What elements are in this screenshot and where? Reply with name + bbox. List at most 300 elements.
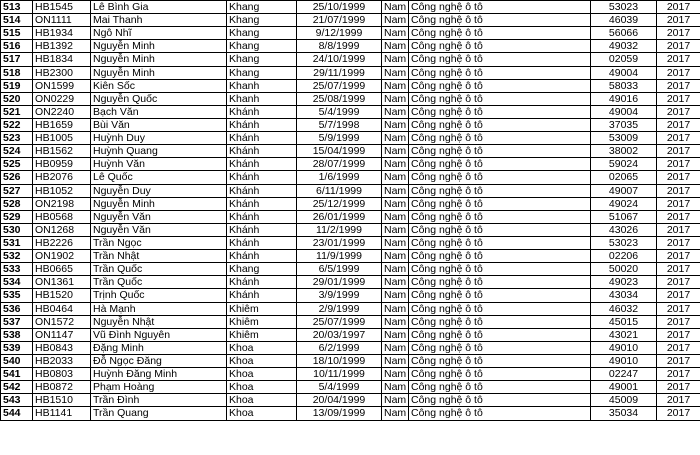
gender-cell: Nam: [382, 223, 409, 236]
student-code-cell: HB0464: [33, 302, 91, 315]
school-code-cell: 49024: [591, 197, 657, 210]
birth-date-cell: 1/6/1999: [297, 171, 382, 184]
school-code-cell: 59024: [591, 158, 657, 171]
gender-cell: Nam: [382, 53, 409, 66]
year-cell: 2017: [657, 315, 700, 328]
major-cell: Công nghệ ô tô: [409, 79, 591, 92]
school-code-cell: 35034: [591, 407, 657, 420]
year-cell: 2017: [657, 132, 700, 145]
given-name-cell: Khoa: [227, 368, 297, 381]
row-number-cell: 521: [1, 105, 33, 118]
major-cell: Công nghệ ô tô: [409, 315, 591, 328]
given-name-cell: Khiêm: [227, 315, 297, 328]
row-number-cell: 536: [1, 302, 33, 315]
gender-cell: Nam: [382, 40, 409, 53]
row-number-cell: 542: [1, 381, 33, 394]
student-code-cell: HB2300: [33, 66, 91, 79]
family-middle-name-cell: Nguyễn Nhật: [91, 315, 227, 328]
gender-cell: Nam: [382, 315, 409, 328]
student-code-cell: ON1147: [33, 328, 91, 341]
table-row: [1, 394, 700, 407]
table-row: [1, 368, 700, 381]
given-name-cell: Khoa: [227, 354, 297, 367]
family-middle-name-cell: Hà Mạnh: [91, 302, 227, 315]
major-cell: Công nghệ ô tô: [409, 197, 591, 210]
gender-cell: Nam: [382, 263, 409, 276]
row-number-cell: 515: [1, 27, 33, 40]
row-number-cell: 518: [1, 66, 33, 79]
school-code-cell: 38002: [591, 145, 657, 158]
major-cell: Công nghệ ô tô: [409, 145, 591, 158]
school-code-cell: 02065: [591, 171, 657, 184]
table-row: [1, 302, 700, 315]
row-number-cell: 529: [1, 210, 33, 223]
school-code-cell: 46032: [591, 302, 657, 315]
row-number-cell: 543: [1, 394, 33, 407]
row-number-cell: 523: [1, 132, 33, 145]
given-name-cell: Khánh: [227, 210, 297, 223]
school-code-cell: 49004: [591, 66, 657, 79]
student-code-cell: ON1361: [33, 276, 91, 289]
major-cell: Công nghệ ô tô: [409, 27, 591, 40]
birth-date-cell: 25/07/1999: [297, 79, 382, 92]
student-code-cell: ON1599: [33, 79, 91, 92]
year-cell: 2017: [657, 276, 700, 289]
family-middle-name-cell: Trần Đình: [91, 394, 227, 407]
major-cell: Công nghệ ô tô: [409, 354, 591, 367]
family-middle-name-cell: Trần Nhật: [91, 250, 227, 263]
major-cell: Công nghệ ô tô: [409, 14, 591, 27]
birth-date-cell: 24/10/1999: [297, 53, 382, 66]
major-cell: Công nghệ ô tô: [409, 53, 591, 66]
row-number-cell: 540: [1, 354, 33, 367]
student-code-cell: ON1268: [33, 223, 91, 236]
student-code-cell: HB1934: [33, 27, 91, 40]
given-name-cell: Khang: [227, 27, 297, 40]
student-code-cell: HB2076: [33, 171, 91, 184]
birth-date-cell: 6/2/1999: [297, 341, 382, 354]
gender-cell: Nam: [382, 132, 409, 145]
row-number-cell: 530: [1, 223, 33, 236]
given-name-cell: Khoa: [227, 407, 297, 420]
gender-cell: Nam: [382, 92, 409, 105]
school-code-cell: 49004: [591, 105, 657, 118]
family-middle-name-cell: Nguyễn Minh: [91, 197, 227, 210]
school-code-cell: 49010: [591, 341, 657, 354]
table-row: [1, 263, 700, 276]
major-cell: Công nghệ ô tô: [409, 328, 591, 341]
given-name-cell: Khang: [227, 53, 297, 66]
given-name-cell: Khánh: [227, 158, 297, 171]
row-number-cell: 532: [1, 250, 33, 263]
given-name-cell: Khánh: [227, 250, 297, 263]
given-name-cell: Khánh: [227, 145, 297, 158]
gender-cell: Nam: [382, 197, 409, 210]
family-middle-name-cell: Nguyễn Văn: [91, 223, 227, 236]
school-code-cell: 56066: [591, 27, 657, 40]
year-cell: 2017: [657, 341, 700, 354]
year-cell: 2017: [657, 145, 700, 158]
gender-cell: Nam: [382, 354, 409, 367]
family-middle-name-cell: Huỳnh Duy: [91, 132, 227, 145]
given-name-cell: Khang: [227, 40, 297, 53]
major-cell: Công nghệ ô tô: [409, 171, 591, 184]
school-code-cell: 46039: [591, 14, 657, 27]
school-code-cell: 37035: [591, 118, 657, 131]
row-number-cell: 533: [1, 263, 33, 276]
student-code-cell: HB0665: [33, 263, 91, 276]
given-name-cell: Khoa: [227, 394, 297, 407]
row-number-cell: 520: [1, 92, 33, 105]
birth-date-cell: 6/5/1999: [297, 263, 382, 276]
student-code-cell: ON1902: [33, 250, 91, 263]
row-number-cell: 519: [1, 79, 33, 92]
row-number-cell: 539: [1, 341, 33, 354]
major-cell: Công nghệ ô tô: [409, 302, 591, 315]
major-cell: Công nghệ ô tô: [409, 236, 591, 249]
school-code-cell: 02206: [591, 250, 657, 263]
birth-date-cell: 9/12/1999: [297, 27, 382, 40]
family-middle-name-cell: Ngô Nhĩ: [91, 27, 227, 40]
birth-date-cell: 3/9/1999: [297, 289, 382, 302]
row-number-cell: 524: [1, 145, 33, 158]
major-cell: Công nghệ ô tô: [409, 223, 591, 236]
given-name-cell: Khánh: [227, 105, 297, 118]
year-cell: 2017: [657, 66, 700, 79]
family-middle-name-cell: Huỳnh Quang: [91, 145, 227, 158]
year-cell: 2017: [657, 263, 700, 276]
year-cell: 2017: [657, 354, 700, 367]
school-code-cell: 53023: [591, 236, 657, 249]
major-cell: Công nghệ ô tô: [409, 66, 591, 79]
year-cell: 2017: [657, 236, 700, 249]
family-middle-name-cell: Nguyễn Minh: [91, 40, 227, 53]
major-cell: Công nghệ ô tô: [409, 132, 591, 145]
table-row: [1, 14, 700, 27]
student-code-cell: ON1572: [33, 315, 91, 328]
year-cell: 2017: [657, 381, 700, 394]
gender-cell: Nam: [382, 328, 409, 341]
given-name-cell: Khánh: [227, 289, 297, 302]
birth-date-cell: 5/7/1998: [297, 118, 382, 131]
major-cell: Công nghệ ô tô: [409, 250, 591, 263]
gender-cell: Nam: [382, 79, 409, 92]
birth-date-cell: 25/08/1999: [297, 92, 382, 105]
birth-date-cell: 11/9/1999: [297, 250, 382, 263]
school-code-cell: 45015: [591, 315, 657, 328]
given-name-cell: Khoa: [227, 341, 297, 354]
major-cell: Công nghệ ô tô: [409, 289, 591, 302]
family-middle-name-cell: Bạch Văn: [91, 105, 227, 118]
student-code-cell: HB1141: [33, 407, 91, 420]
major-cell: Công nghệ ô tô: [409, 158, 591, 171]
student-code-cell: ON0229: [33, 92, 91, 105]
major-cell: Công nghệ ô tô: [409, 210, 591, 223]
year-cell: 2017: [657, 79, 700, 92]
family-middle-name-cell: Phạm Hoàng: [91, 381, 227, 394]
table-row: [1, 171, 700, 184]
gender-cell: Nam: [382, 394, 409, 407]
given-name-cell: Khánh: [227, 184, 297, 197]
birth-date-cell: 5/9/1999: [297, 132, 382, 145]
family-middle-name-cell: Trần Quốc: [91, 263, 227, 276]
table-row: [1, 381, 700, 394]
birth-date-cell: 6/11/1999: [297, 184, 382, 197]
birth-date-cell: 13/09/1999: [297, 407, 382, 420]
gender-cell: Nam: [382, 118, 409, 131]
student-code-cell: HB1510: [33, 394, 91, 407]
table-row: [1, 92, 700, 105]
family-middle-name-cell: Kiên Sốc: [91, 79, 227, 92]
major-cell: Công nghệ ô tô: [409, 105, 591, 118]
year-cell: 2017: [657, 210, 700, 223]
student-code-cell: HB0872: [33, 381, 91, 394]
given-name-cell: Khánh: [227, 132, 297, 145]
table-row: [1, 79, 700, 92]
given-name-cell: Khang: [227, 14, 297, 27]
given-name-cell: Khánh: [227, 236, 297, 249]
year-cell: 2017: [657, 250, 700, 263]
table-row: [1, 118, 700, 131]
year-cell: 2017: [657, 14, 700, 27]
family-middle-name-cell: Nguyễn Văn: [91, 210, 227, 223]
table-row: [1, 27, 700, 40]
row-number-cell: 537: [1, 315, 33, 328]
gender-cell: Nam: [382, 236, 409, 249]
birth-date-cell: 5/4/1999: [297, 105, 382, 118]
table-row: [1, 354, 700, 367]
family-middle-name-cell: Trịnh Quốc: [91, 289, 227, 302]
year-cell: 2017: [657, 328, 700, 341]
given-name-cell: Khang: [227, 66, 297, 79]
table-row: [1, 210, 700, 223]
year-cell: 2017: [657, 105, 700, 118]
major-cell: Công nghệ ô tô: [409, 368, 591, 381]
birth-date-cell: 25/10/1999: [297, 1, 382, 14]
school-code-cell: 58033: [591, 79, 657, 92]
year-cell: 2017: [657, 92, 700, 105]
given-name-cell: Khánh: [227, 171, 297, 184]
student-code-cell: HB2033: [33, 354, 91, 367]
row-number-cell: 525: [1, 158, 33, 171]
student-code-cell: HB1052: [33, 184, 91, 197]
school-code-cell: 53009: [591, 132, 657, 145]
row-number-cell: 538: [1, 328, 33, 341]
student-code-cell: ON1111: [33, 14, 91, 27]
family-middle-name-cell: Huỳnh Đăng Minh: [91, 368, 227, 381]
gender-cell: Nam: [382, 145, 409, 158]
student-code-cell: HB2226: [33, 236, 91, 249]
year-cell: 2017: [657, 1, 700, 14]
year-cell: 2017: [657, 197, 700, 210]
year-cell: 2017: [657, 171, 700, 184]
family-middle-name-cell: Nguyễn Duy: [91, 184, 227, 197]
major-cell: Công nghệ ô tô: [409, 263, 591, 276]
major-cell: Công nghệ ô tô: [409, 184, 591, 197]
table-row: [1, 145, 700, 158]
gender-cell: Nam: [382, 14, 409, 27]
gender-cell: Nam: [382, 66, 409, 79]
row-number-cell: 526: [1, 171, 33, 184]
birth-date-cell: 20/04/1999: [297, 394, 382, 407]
school-code-cell: 49007: [591, 184, 657, 197]
year-cell: 2017: [657, 302, 700, 315]
gender-cell: Nam: [382, 105, 409, 118]
school-code-cell: 49001: [591, 381, 657, 394]
given-name-cell: Khanh: [227, 92, 297, 105]
birth-date-cell: 29/11/1999: [297, 66, 382, 79]
given-name-cell: Khiêm: [227, 302, 297, 315]
table-row: [1, 197, 700, 210]
table-row: [1, 132, 700, 145]
table-row: [1, 40, 700, 53]
gender-cell: Nam: [382, 210, 409, 223]
student-code-cell: HB0959: [33, 158, 91, 171]
family-middle-name-cell: Nguyễn Quốc: [91, 92, 227, 105]
gender-cell: Nam: [382, 368, 409, 381]
row-number-cell: 535: [1, 289, 33, 302]
gender-cell: Nam: [382, 289, 409, 302]
birth-date-cell: 11/2/1999: [297, 223, 382, 236]
birth-date-cell: 5/4/1999: [297, 381, 382, 394]
major-cell: Công nghệ ô tô: [409, 381, 591, 394]
table-row: [1, 158, 700, 171]
student-code-cell: HB0843: [33, 341, 91, 354]
given-name-cell: Khánh: [227, 118, 297, 131]
student-code-cell: HB1659: [33, 118, 91, 131]
birth-date-cell: 21/07/1999: [297, 14, 382, 27]
family-middle-name-cell: Trần Quang: [91, 407, 227, 420]
given-name-cell: Khang: [227, 263, 297, 276]
birth-date-cell: 8/8/1999: [297, 40, 382, 53]
table-row: [1, 276, 700, 289]
table-row: [1, 184, 700, 197]
year-cell: 2017: [657, 184, 700, 197]
row-number-cell: 544: [1, 407, 33, 420]
gender-cell: Nam: [382, 302, 409, 315]
year-cell: 2017: [657, 118, 700, 131]
birth-date-cell: 29/01/1999: [297, 276, 382, 289]
row-number-cell: 534: [1, 276, 33, 289]
given-name-cell: Khanh: [227, 79, 297, 92]
family-middle-name-cell: Lê Bình Gia: [91, 1, 227, 14]
student-code-cell: HB1392: [33, 40, 91, 53]
school-code-cell: 43026: [591, 223, 657, 236]
family-middle-name-cell: Huỳnh Văn: [91, 158, 227, 171]
row-number-cell: 513: [1, 1, 33, 14]
school-code-cell: 49023: [591, 276, 657, 289]
birth-date-cell: 23/01/1999: [297, 236, 382, 249]
family-middle-name-cell: Trần Quốc: [91, 276, 227, 289]
year-cell: 2017: [657, 158, 700, 171]
major-cell: Công nghệ ô tô: [409, 92, 591, 105]
student-code-cell: HB1562: [33, 145, 91, 158]
table-row: [1, 250, 700, 263]
given-name-cell: Khang: [227, 1, 297, 14]
school-code-cell: 02247: [591, 368, 657, 381]
school-code-cell: 02059: [591, 53, 657, 66]
given-name-cell: Khánh: [227, 197, 297, 210]
gender-cell: Nam: [382, 341, 409, 354]
family-middle-name-cell: Lê Quốc: [91, 171, 227, 184]
student-code-cell: HB1005: [33, 132, 91, 145]
school-code-cell: 49016: [591, 92, 657, 105]
birth-date-cell: 20/03/1997: [297, 328, 382, 341]
student-code-cell: ON2198: [33, 197, 91, 210]
given-name-cell: Khoa: [227, 381, 297, 394]
birth-date-cell: 25/07/1999: [297, 315, 382, 328]
table-row: [1, 1, 700, 14]
birth-date-cell: 25/12/1999: [297, 197, 382, 210]
major-cell: Công nghệ ô tô: [409, 394, 591, 407]
student-code-cell: HB1834: [33, 53, 91, 66]
school-code-cell: 51067: [591, 210, 657, 223]
year-cell: 2017: [657, 394, 700, 407]
student-code-cell: ON2240: [33, 105, 91, 118]
gender-cell: Nam: [382, 381, 409, 394]
family-middle-name-cell: Nguyễn Minh: [91, 53, 227, 66]
row-number-cell: 541: [1, 368, 33, 381]
birth-date-cell: 18/10/1999: [297, 354, 382, 367]
table-row: [1, 105, 700, 118]
family-middle-name-cell: Nguyễn Minh: [91, 66, 227, 79]
table-row: [1, 53, 700, 66]
gender-cell: Nam: [382, 171, 409, 184]
year-cell: 2017: [657, 27, 700, 40]
major-cell: Công nghệ ô tô: [409, 118, 591, 131]
school-code-cell: 49032: [591, 40, 657, 53]
school-code-cell: 45009: [591, 394, 657, 407]
table-row: [1, 223, 700, 236]
table-row: [1, 407, 700, 420]
birth-date-cell: 10/11/1999: [297, 368, 382, 381]
gender-cell: Nam: [382, 276, 409, 289]
student-code-cell: HB0568: [33, 210, 91, 223]
row-number-cell: 528: [1, 197, 33, 210]
major-cell: Công nghệ ô tô: [409, 407, 591, 420]
row-number-cell: 531: [1, 236, 33, 249]
major-cell: Công nghệ ô tô: [409, 276, 591, 289]
table-row: [1, 66, 700, 79]
gender-cell: Nam: [382, 27, 409, 40]
family-middle-name-cell: Vũ Đình Nguyên: [91, 328, 227, 341]
student-code-cell: HB1520: [33, 289, 91, 302]
row-number-cell: 517: [1, 53, 33, 66]
row-number-cell: 522: [1, 118, 33, 131]
gender-cell: Nam: [382, 250, 409, 263]
given-name-cell: Khiêm: [227, 328, 297, 341]
birth-date-cell: 26/01/1999: [297, 210, 382, 223]
birth-date-cell: 15/04/1999: [297, 145, 382, 158]
year-cell: 2017: [657, 368, 700, 381]
gender-cell: Nam: [382, 1, 409, 14]
student-code-cell: HB0803: [33, 368, 91, 381]
table-row: [1, 289, 700, 302]
given-name-cell: Khánh: [227, 223, 297, 236]
major-cell: Công nghệ ô tô: [409, 40, 591, 53]
family-middle-name-cell: Đỗ Ngọc Đăng: [91, 354, 227, 367]
year-cell: 2017: [657, 289, 700, 302]
family-middle-name-cell: Trần Ngọc: [91, 236, 227, 249]
table-row: [1, 236, 700, 249]
major-cell: Công nghệ ô tô: [409, 341, 591, 354]
given-name-cell: Khánh: [227, 276, 297, 289]
year-cell: 2017: [657, 53, 700, 66]
table-body: [1, 1, 700, 421]
birth-date-cell: 2/9/1999: [297, 302, 382, 315]
school-code-cell: 43021: [591, 328, 657, 341]
row-number-cell: 527: [1, 184, 33, 197]
